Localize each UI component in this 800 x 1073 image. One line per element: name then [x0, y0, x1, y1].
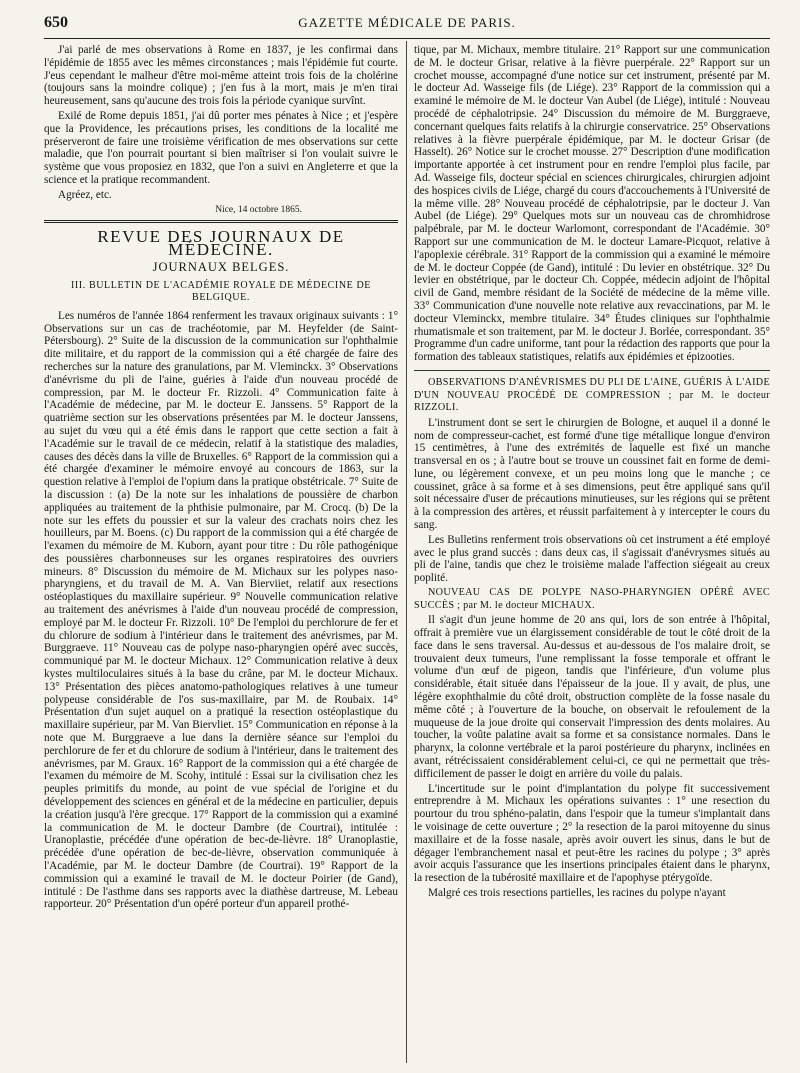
- right-column: [414, 44, 770, 1064]
- bulletin-paragraph: Les numéros de l'année 1864 renferment les travaux originaux suivants : 1° Observations sur un cas de trachéotomie, par M. Heyfelder (de Saint-Pétersbourg). 2° Suite de la discussion de la communication sur l'ophthalmie dite militaire, et du rapport de la commission qui a été chargée de faire des recherches sur la nature des granulations, par M. Vleminckx. 3° Observations d'anévrisme du pli de l'aine, guéries à l'aide d'un nouveau procédé de compression, par M. le docteur Fr. Rizzoli. 4° Communication faite à l'Académie de médecine, par M. le docteur E. Janssens. 5° Rapport de la quatrième section sur les observations présentées par M. le docteur Janssens, au sujet du vœu qui a été émis dans le rapport que cette section a fait à l'Académie sur le travail de ce médecin, relatif à la statistique des maladies, causes des décès dans la ville de Bruxelles. 6° Rapport de la commission qui a été chargée d'examiner le mémoire envoyé au concours de 1863, sur la question relative à l'emploi de l'opium dans la pratique obstétricale. 7° Suite de la discussion : (a) De la note sur les inhalations de poussière de charbon appliquées au traitement de la phthisie pulmonaire, par M. Crocq. (b) De la note sur les effets du poussier et sur la valeur des crachats noirs chez les houilleurs, par M. Boens. (c) Du rapport de la commission qui a été chargée de l'examen du mémoire de M. Kuborn, ayant pour titre : Du rôle pathogénique des poussières charbonneuses sur les organes respiratoires des ouvriers mineurs. 8° Discussion du mémoire de M. Michaux sur les polypes naso-pharyngiens, et du travail de M. A. Van Bierviiet, relatif aux resections ostéoplastiques du maxillaire supérieur. 9° Nouvelle communication relative au traitement des anévrismes à l'aide d'un nouveau procédé de compression, employé par M. le docteur Fr. Rizzoli. 10° De l'emploi du perchlorure de fer et du chlorure de sodium à l'intérieur dans le traitement des anévrismes, par M. Burggraeve. 11° Nouveau cas de polype naso-pharyngien opéré avec succès, communiqué par M. le docteur Michaux. 12° Communication relative à deux kystes multiloculaires situés à la base du crâne, par M. le docteur Michaux. 13° Présentation des pièces anatomo-pathologiques relatives à une tumeur polypeuse considérable de l'os sus-maxillaire, par M. de Roubaix. 14° Présentation d'un sujet auquel on a pratiqué la resection ostéoplastique du maxillaire supérieur, par M. Van Biervliet. 15° Communication en réponse à la note que M. Burggraeve a lue dans la dernière séance sur l'emploi du perchlorure de fer et du chlorure de sodium à l'intérieur, dans le traitement des anévrismes, par M. Graux. 16° Rapport de la commission qui a été chargée de l'examen du mémoire de M. Scohy, intitulé : Essai sur la civilisation chez les peuples primitifs du monde, au point de vue spécial de l'origine et du développement des sciences en général et de la médecine en particulier, depuis la création jusqu'à l'ère grecque. 17° Rapport de la commission qui a examiné la communication de M. le docteur Dambre (de Courtrai), intitulée : Uranoplastie, précédée d'une opération de bec-de-lièvre. 18° Uranoplastie, précédée d'une opération de bec-de-lièvre, observation communiquée à l'Académie, par M. le docteur Dambre (de Courtrai). 19° Rapport de la commission qui a examiné le travail de M. le docteur Poirier (de Gand), intitulé : De l'asthme dans ses rapports avec la diathèse dartreuse, M. Lebeau rapporteur. 20° Présentation d'un opéré porteur d'un appareil prothé-: [44, 309, 398, 911]
- left-column: [44, 44, 398, 1064]
- section-subtitle: JOURNAUX BELGES.: [152, 259, 290, 274]
- dateline: Nice, 14 octobre 1865.: [215, 204, 302, 215]
- article-heading-michaux: NOUVEAU CAS DE POLYPE NASO-PHARYNGIEN OPÉRÉ AVEC SUCCÈS ; par M. le docteur MICHAUX.: [414, 587, 770, 611]
- article-paragraph: Les Bulletins renferment trois observations où cet instrument a été employé avec le plus grand succès : dans deux cas, il s'agissait d'anévrysmes situés au pli de l'aine, tandis que chez le troisième malade l'affection siégeait au creux poplité.: [414, 533, 770, 585]
- article-paragraph: Il s'agit d'un jeune homme de 20 ans qui, lors de son entrée à l'hôpital, offrait à première vue un élargissement considérable de tout le côté droit de la face dans le sens traversal. Au-dessus et au-dessous de l'os malaire droit, se trouvaient deux tumeurs, l'une remplissant la fosse temporale et offrant le volume d'un œuf de pigeon, tandis que l'inférieure, d'un volume plus considérable, était située dans l'épaisseur de la joue. Il y avait, de plus, une légère exophthalmie du côté droit, obstruction complète de la fosse nasale du même côté ; à l'ouverture de la bouche, on observait le refoulement de la muqueuse de la joue droite qui conservait l'impression des dents molaires. Au toucher, la voûte palatine avait sa forme et sa consistance normales. Dans le pharynx, la colonne vertébrale et la paroi postérieure du pharynx, inclinées en avant, rétrécissaient considérablement celui-ci, ce qui ne permettait que très-difficilement de passer le doigt en arrière du voile du palais.: [414, 614, 770, 780]
- article-divider: [414, 370, 770, 371]
- intro-paragraph: J'ai parlé de mes observations à Rome en 1837, je les confirmai dans l'épidémie de 1855 avec les mêmes circonstances ; mais l'épidémie fut courte. J'eus cependant le malheur d'être moi-même atteint trois fois de la cholérine (toujours sans la moindre colique) ; j'en fus à la mort, mais je m'en tirai heureusement, sans qu'aucune des trois fois la période cyanique survînt.: [44, 44, 398, 108]
- section-divider: [44, 220, 398, 223]
- article-paragraph: Malgré ces trois resections partielles, les racines du polype n'ayant: [428, 886, 726, 899]
- signoff: Agréez, etc.: [58, 188, 112, 201]
- section-title: REVUE DES JOURNAUX DE MÉDECINE.: [97, 227, 345, 260]
- page-header: [44, 10, 770, 34]
- column-divider: [406, 41, 407, 1063]
- intro-paragraph: Exilé de Rome depuis 1851, j'ai dû porter mes pénates à Nice ; et j'espère que la Providence, les précautions prises, les conditions de la localité me préserveront de faire une troisième vérification de mes observations sur cette maladie, que l'on pourrait pourtant si bien maîtriser si l'on voulait suivre le système que vous proposiez en 1832, que l'on a suivi en Angleterre et que la science et la pratique recommandent.: [44, 109, 398, 186]
- running-title: GAZETTE MÉDICALE DE PARIS.: [298, 15, 516, 30]
- article-paragraph: L'incertitude sur le point d'implantation du polype fit successivement entreprendre à M. Michaux les opérations suivantes : 1° une resection du pourtour du trou sphéno-palatin, dans l'espoir que la tumeur s'implantait dans le voisinage de cette ouverture ; 2° la resection de la paroi mitoyenne du sinus maxillaire et de la fosse nasale, après avoir ouvert les sinus, dans le but de dégager l'embranchement nasal et peut-être les racines du polype ; 3° après avoir acquis l'assurance que les insertions principales étaient dans le pharynx, la resection de la tubérosité maxillaire et de l'apophyse ptérygoïde.: [414, 782, 770, 885]
- article-heading-rizzoli: OBSERVATIONS D'ANÉVRISMES DU PLI DE L'AINE, GUÉRIS À L'AIDE D'UN NOUVEAU PROCÉDÉ DE COMPRESSION ; par M. le docteur RIZZOLI.: [414, 376, 770, 414]
- page-number: 650: [44, 14, 68, 31]
- article-paragraph: L'instrument dont se sert le chirurgien de Bologne, et auquel il a donné le nom de compresseur-cachet, est formé d'une tige métallique longue d'environ 15 centimètres, à l'une des extrémités de laquelle est fixé un manche transversal en os ; à l'autre bout se trouve un coussinet fait en forme de demi-lune, ou légèrement convexe, et un peu moins long que le manche ; ce coussinet, grâce à sa forme et à ses dimensions, peut être appliqué sans qu'il soit nécessaire d'user de précautions minutieuses, sur les régions qui se prêtent à la compression des artères, et réussit parfaitement à y intercepter le cours du sang.: [414, 416, 770, 532]
- bulletin-heading: III. BULLETIN DE L'ACADÉMIE ROYALE DE MÉDECINE DE BELGIQUE.: [70, 279, 372, 303]
- header-rule: [44, 38, 770, 39]
- continued-paragraph: tique, par M. Michaux, membre titulaire. 21° Rapport sur une communication de M. le docteur Grisar, relative à la fièvre puerpérale. 22° Rapport sur un crochet mousse, accompagné d'une notice sur cet instrument, présenté par M. le docteur Ad. Wasseige fils (de Liége). 23° Rapport de la commission qui a examiné le mémoire de M. le docteur Van Aubel (de Liége), intitulé : Nouveau procédé de céphalotripsie. 24° Discussion du mémoire de M. Burggraeve, concernant quelques faits relatifs à la chirurgie conservatrice. 25° Observations relatives à la fièvre puerpérale épidémique, par M. le docteur Grisar (de Hasselt). 26° Notice sur le crochet mousse. 27° Description d'une modification importante apportée à cet instrument pour en rendre l'emploi plus facile, par Ad. Wasseige fils, docteur spécial en sciences chirurgicales, chirurgien adjoint des hospices civils de Liége, chargé du cours d'accouchements à l'Université de la même ville. 28° Nouveau procédé de céphalotripsie, par le docteur J. Van Aubel (de Liége). 29° Quelques mots sur un nouveau cas de chromhidrose palpébrale, par M. le docteur Warlomont, correspondant de l'Académie. 30° Rapport sur une communication de M. le docteur Lamare-Picquot, relative à l'apoplexie cérébrale. 31° Rapport de la commission qui a examiné le mémoire de M. le docteur Coppée (de Gand), intitulé : Du levier en obstétrique. 32° Du levier en obstétrique, par le docteur Ch. Coppée, médecin adjoint de l'hôpital civil de Gand, membre résidant de la Société de médecine de la même ville. 33° Communication d'une nouvelle note relative aux revaccinations, par M. le docteur Vleminckx, membre titulaire. 34° Études cliniques sur l'ophthalmie rhumatismale et son traitement, par M. le docteur J. Borlée, correspondant. 35° Programme d'un cadre uniforme, tant pour la rédaction des rapports que pour la formation des tableaux statistiques, relatifs aux épidémies et épizooties.: [414, 44, 770, 364]
